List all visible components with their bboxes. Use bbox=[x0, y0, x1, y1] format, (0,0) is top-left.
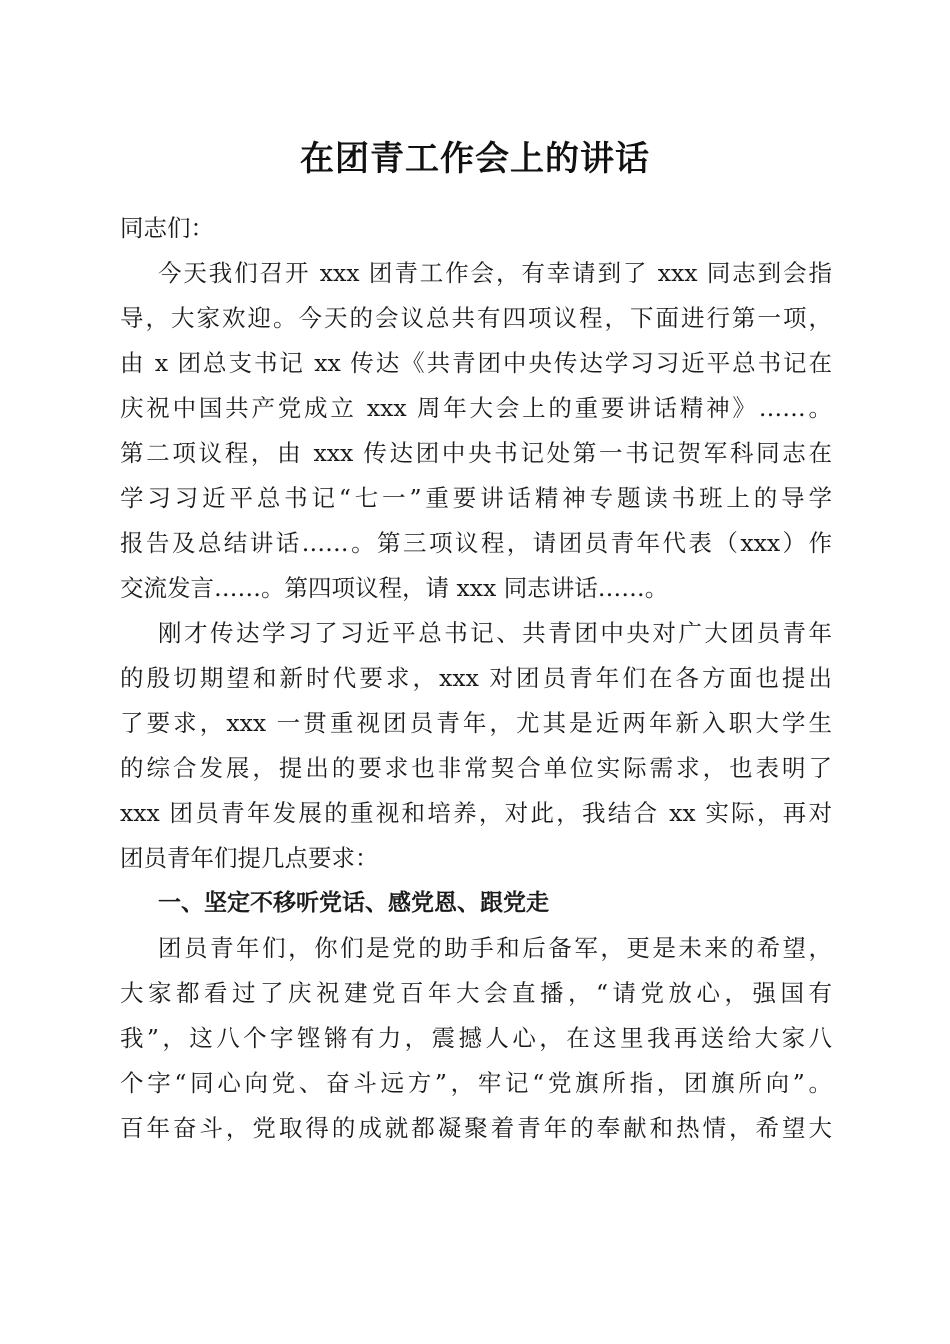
document-title: 在团青工作会上的讲话 bbox=[300, 139, 650, 179]
paragraph-line: 的综合发展，提出的要求也非常契合单位实际需求，也表明了 bbox=[120, 754, 832, 782]
paragraph-line: 报告及总结讲话……。第三项议程，请团员青年代表（xxx）作 bbox=[120, 529, 832, 557]
paragraph-line: 团员青年们提几点要求： bbox=[120, 844, 379, 872]
section-heading: 一、坚定不移听党话、感党恩、跟党走 bbox=[158, 890, 549, 916]
paragraph-line: 了要求，xxx 一贯重视团员青年，尤其是近两年新入职大学生 bbox=[120, 709, 832, 737]
paragraph-line: 个字“同心向党、奋斗远方”，牢记“党旗所指，团旗所向”。 bbox=[120, 1069, 832, 1097]
paragraph-line: 导，大家欢迎。今天的会议总共有四项议程，下面进行第一项， bbox=[120, 304, 832, 332]
paragraph-line: 团员青年们，你们是党的助手和后备军，更是未来的希望， bbox=[158, 934, 832, 962]
paragraph-line: 第二项议程，由 xxx 传达团中央书记处第一书记贺军科同志在 bbox=[120, 439, 832, 467]
paragraph-line: 我”，这八个字铿锵有力，震撼人心，在这里我再送给大家八 bbox=[120, 1024, 832, 1052]
paragraph-line: 大家都看过了庆祝建党百年大会直播，“请党放心，强国有 bbox=[120, 979, 832, 1007]
paragraph-line: 由 x 团总支书记 xx 传达《共青团中央传达学习习近平总书记在 bbox=[120, 349, 832, 377]
document-body bbox=[120, 206, 832, 1151]
paragraph-line: 交流发言……。第四项议程，请 xxx 同志讲话……。 bbox=[120, 574, 669, 602]
paragraph-line: 刚才传达学习了习近平总书记、共青团中央对广大团员青年 bbox=[158, 619, 832, 647]
paragraph-line: xxx 团员青年发展的重视和培养，对此，我结合 xx 实际，再对 bbox=[120, 799, 832, 827]
paragraph-line: 的殷切期望和新时代要求，xxx 对团员青年们在各方面也提出 bbox=[120, 664, 832, 692]
paragraph-line: 今天我们召开 xxx 团青工作会，有幸请到了 xxx 同志到会指 bbox=[158, 259, 832, 287]
paragraph-line: 学习习近平总书记“七一”重要讲话精神专题读书班上的导学 bbox=[120, 484, 832, 512]
paragraph-line: 庆祝中国共产党成立 xxx 周年大会上的重要讲话精神》……。 bbox=[120, 394, 832, 422]
paragraph-line: 百年奋斗，党取得的成就都凝聚着青年的奉献和热情，希望大 bbox=[120, 1114, 832, 1142]
salutation-line: 同志们： bbox=[120, 214, 214, 242]
